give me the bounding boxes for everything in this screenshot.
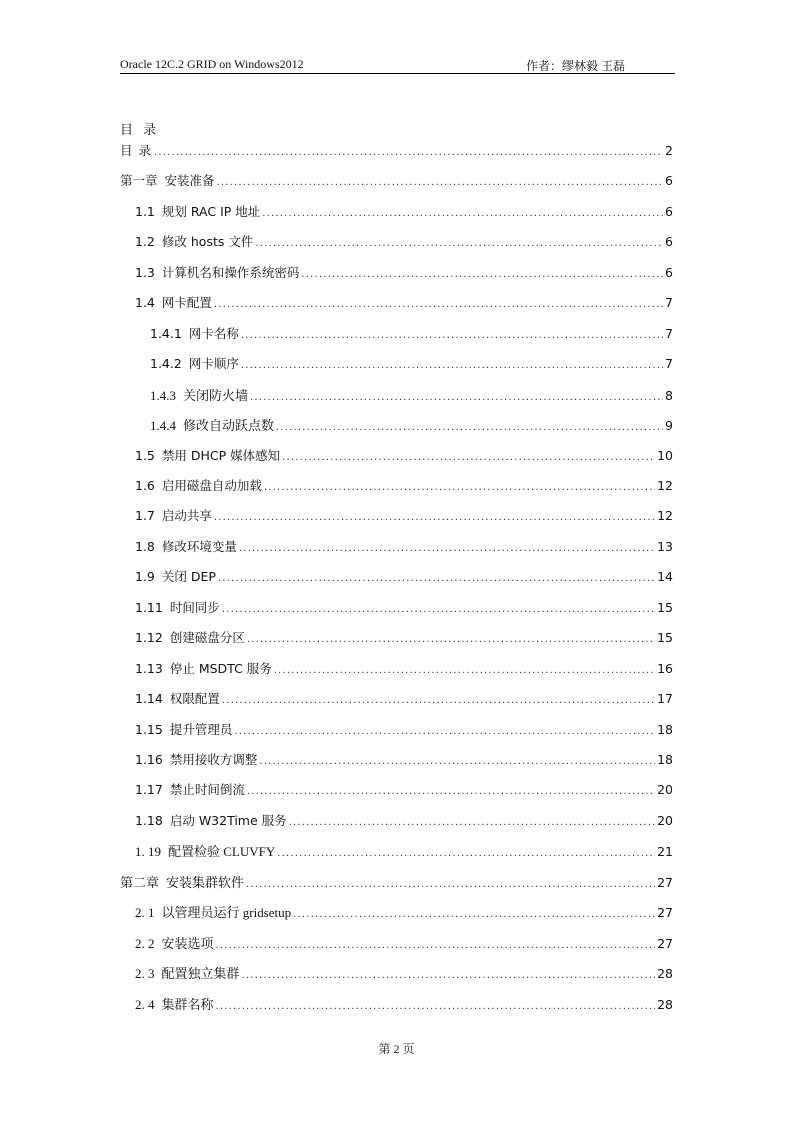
dot-leader [255,238,663,249]
toc-entry-number: 1.18 [135,812,163,828]
toc-entry-title: 安装准备 [164,173,215,189]
toc-entry-title: 集群名称 [161,996,214,1012]
dot-leader [222,604,655,615]
toc-entry-number: 1.3 [135,264,155,280]
toc-entry-number: 第一章 [120,173,158,189]
toc-entry-number: 1.2 [135,234,155,250]
dot-leader [259,756,655,767]
toc-entry[interactable] [135,598,673,618]
dot-leader [277,848,655,859]
toc-entry-number: 1.11 [135,599,163,615]
toc-entry-number: 2. 2 [135,935,155,951]
toc-entry-page: 28 [657,996,673,1012]
dot-leader [262,208,663,219]
dot-leader [246,879,655,890]
toc-entry[interactable] [135,293,673,313]
toc-entry-page: 12 [657,508,673,524]
toc-entry[interactable] [135,202,673,222]
toc-entry-number: 2. 3 [135,966,155,982]
toc-entry[interactable] [135,720,673,740]
toc-entry[interactable] [135,689,673,709]
toc-entry-page: 28 [657,966,673,982]
toc-entry[interactable] [150,385,673,405]
toc-entry-title: 配置检验 CLUVFY [168,844,276,860]
toc-entry-number: 1.9 [135,569,155,585]
toc-entry-page: 27 [657,874,673,890]
toc-entry-number: 1.6 [135,477,155,493]
dot-leader [218,573,655,584]
toc-entry-number: 1.4.4 [150,418,176,434]
toc-entry-title: 安装选项 [161,935,214,951]
dot-leader [301,269,663,280]
toc-entry-page: 7 [665,295,673,311]
toc-entry-title: 修改自动跃点数 [183,418,275,434]
toc-entry-title: 启动 W32Time 服务 [169,812,287,828]
toc-entry-page: 2 [665,143,673,158]
dot-leader [264,482,655,493]
toc-entry-page: 27 [657,935,673,951]
toc-entry-page: 14 [657,569,673,585]
toc-entry-page: 20 [657,782,673,798]
dot-leader [274,665,655,676]
toc-entry-title: 时间同步 [169,599,220,615]
toc-entry-title: 配置独立集群 [161,966,240,982]
dot-leader [247,634,655,645]
toc-entry-title: 关闭 DEP [161,569,216,585]
toc-entry-number: 1.4 [135,295,155,311]
dot-leader [214,512,655,523]
toc-entry-page: 12 [657,477,673,493]
toc-entry-number: 1.15 [135,721,163,737]
dot-leader [234,726,655,737]
toc-entry-page: 7 [665,325,673,341]
page-number-label: 第 2 页 [378,1042,415,1056]
toc-entry[interactable] [135,537,673,557]
toc-entry-number: 第二章 [120,874,160,890]
toc-entry[interactable] [135,567,673,587]
toc-entry[interactable] [135,902,673,922]
toc-entry[interactable] [135,263,673,283]
toc-entry-page: 16 [657,660,673,676]
toc-entry[interactable] [120,171,673,191]
toc-entry[interactable] [135,933,673,953]
toc-entry-title: 计算机名和操作系统密码 [161,264,300,280]
toc-entry[interactable] [135,750,673,770]
toc-entry-number: 1.16 [135,752,163,767]
dot-leader [239,543,655,554]
toc-entry[interactable] [135,232,673,252]
toc-entry-page: 6 [665,264,673,280]
toc-entry-number: 1.4.2 [150,356,182,372]
dot-leader [276,422,663,433]
toc-entry[interactable] [135,628,673,648]
toc-entry-page: 27 [657,905,673,921]
toc-entry-title: 权限配置 [169,691,220,707]
toc-entry-page: 15 [657,630,673,646]
toc-entry[interactable] [135,963,673,983]
toc-entry-title: 禁用 DHCP 媒体感知 [161,447,281,463]
toc-entry-number: 1.13 [135,660,163,676]
toc-entry-number: 1.17 [135,782,163,798]
toc-entry[interactable] [150,354,673,374]
toc-entry-title: 启用磁盘自动加载 [161,477,262,493]
toc-entry[interactable] [135,841,673,861]
toc-entry-page: 7 [665,356,673,372]
toc-entry[interactable] [135,811,673,831]
toc-entry-number: 1.7 [135,508,155,524]
page-header [120,57,675,74]
toc-entry-page: 20 [657,812,673,828]
toc-entry[interactable] [120,872,673,892]
toc-entry-page: 6 [665,234,673,250]
toc-entry[interactable] [135,994,673,1014]
toc-entry-title: 创建磁盘分区 [169,630,245,646]
toc-entry-title: 禁止时间倒流 [169,782,245,798]
toc-entry-page: 8 [665,387,673,403]
dot-leader [247,786,655,797]
toc-entry[interactable] [120,141,673,161]
dot-leader [289,817,655,828]
toc-entry-title: 网卡名称 [188,325,239,341]
toc-entry-number: 2. 1 [135,905,155,921]
toc-entry[interactable] [135,446,673,466]
toc-entry-page: 6 [665,203,673,219]
toc-entry[interactable] [135,780,673,800]
dot-leader [241,330,663,341]
toc-entry-page: 18 [657,752,673,767]
toc-entry-title: 修改环境变量 [161,538,237,554]
toc-entry-title: 网卡顺序 [188,356,239,372]
toc-entry[interactable] [135,659,673,679]
dot-leader [217,177,664,188]
toc-entry-title: 关闭防火墙 [183,387,249,403]
dot-leader [216,940,656,951]
toc-entry[interactable] [135,476,673,496]
header-authors: 作者：缪林毅 王磊 [526,59,626,73]
toc-entry-number: 2. 4 [135,996,155,1012]
toc-entry-page: 10 [657,447,673,463]
dot-leader [222,695,655,706]
toc-entry-title: 修改 hosts 文件 [161,234,254,250]
toc-entry-page: 6 [665,173,673,189]
toc-entry-number: 1.4.1 [150,325,182,341]
toc-entry-number: 1.14 [135,691,163,707]
dot-leader [242,970,656,981]
toc-entry-title: 规划 RAC IP 地址 [161,203,261,219]
toc-entry-title: 以管理员运行 gridsetup [161,905,292,921]
toc-entry-number: 1.1 [135,203,155,219]
toc-entry-title: 启动共享 [161,508,212,524]
page-footer [0,1040,793,1057]
toc-entry-title: 目 录 [120,143,152,158]
dot-leader [293,909,655,920]
toc-entry-title: 禁用接收方调整 [169,752,258,767]
toc-entry-title: 安装集群软件 [166,874,245,890]
toc-entry-number: 1.8 [135,538,155,554]
dot-leader [154,147,663,158]
dot-leader [282,452,655,463]
toc-entry-page: 18 [657,721,673,737]
toc-entry-title: 提升管理员 [169,721,233,737]
toc-entry[interactable] [150,415,673,435]
toc-entry-number: 1.12 [135,630,163,646]
toc-entry[interactable] [150,324,673,344]
toc-entry-number: 1.4.3 [150,387,176,403]
toc-entry-page: 13 [657,538,673,554]
dot-leader [241,360,663,371]
dot-leader [216,1001,656,1012]
toc-entry-title: 网卡配置 [161,295,212,311]
toc-entry[interactable] [135,506,673,526]
header-doc-title: Oracle 12C.2 GRID on Windows2012 [120,57,304,71]
toc-entry-title: 停止 MSDTC 服务 [169,660,272,676]
toc-entry-page: 21 [657,844,673,860]
toc-entry-number: 1. 19 [135,844,161,860]
toc-entry-number: 1.5 [135,447,155,463]
toc-heading: 目 录 [120,123,160,138]
dot-leader [214,299,663,310]
toc-entry-page: 9 [665,418,673,434]
toc-entry-page: 15 [657,599,673,615]
dot-leader [250,392,663,403]
toc-entry-page: 17 [657,691,673,707]
